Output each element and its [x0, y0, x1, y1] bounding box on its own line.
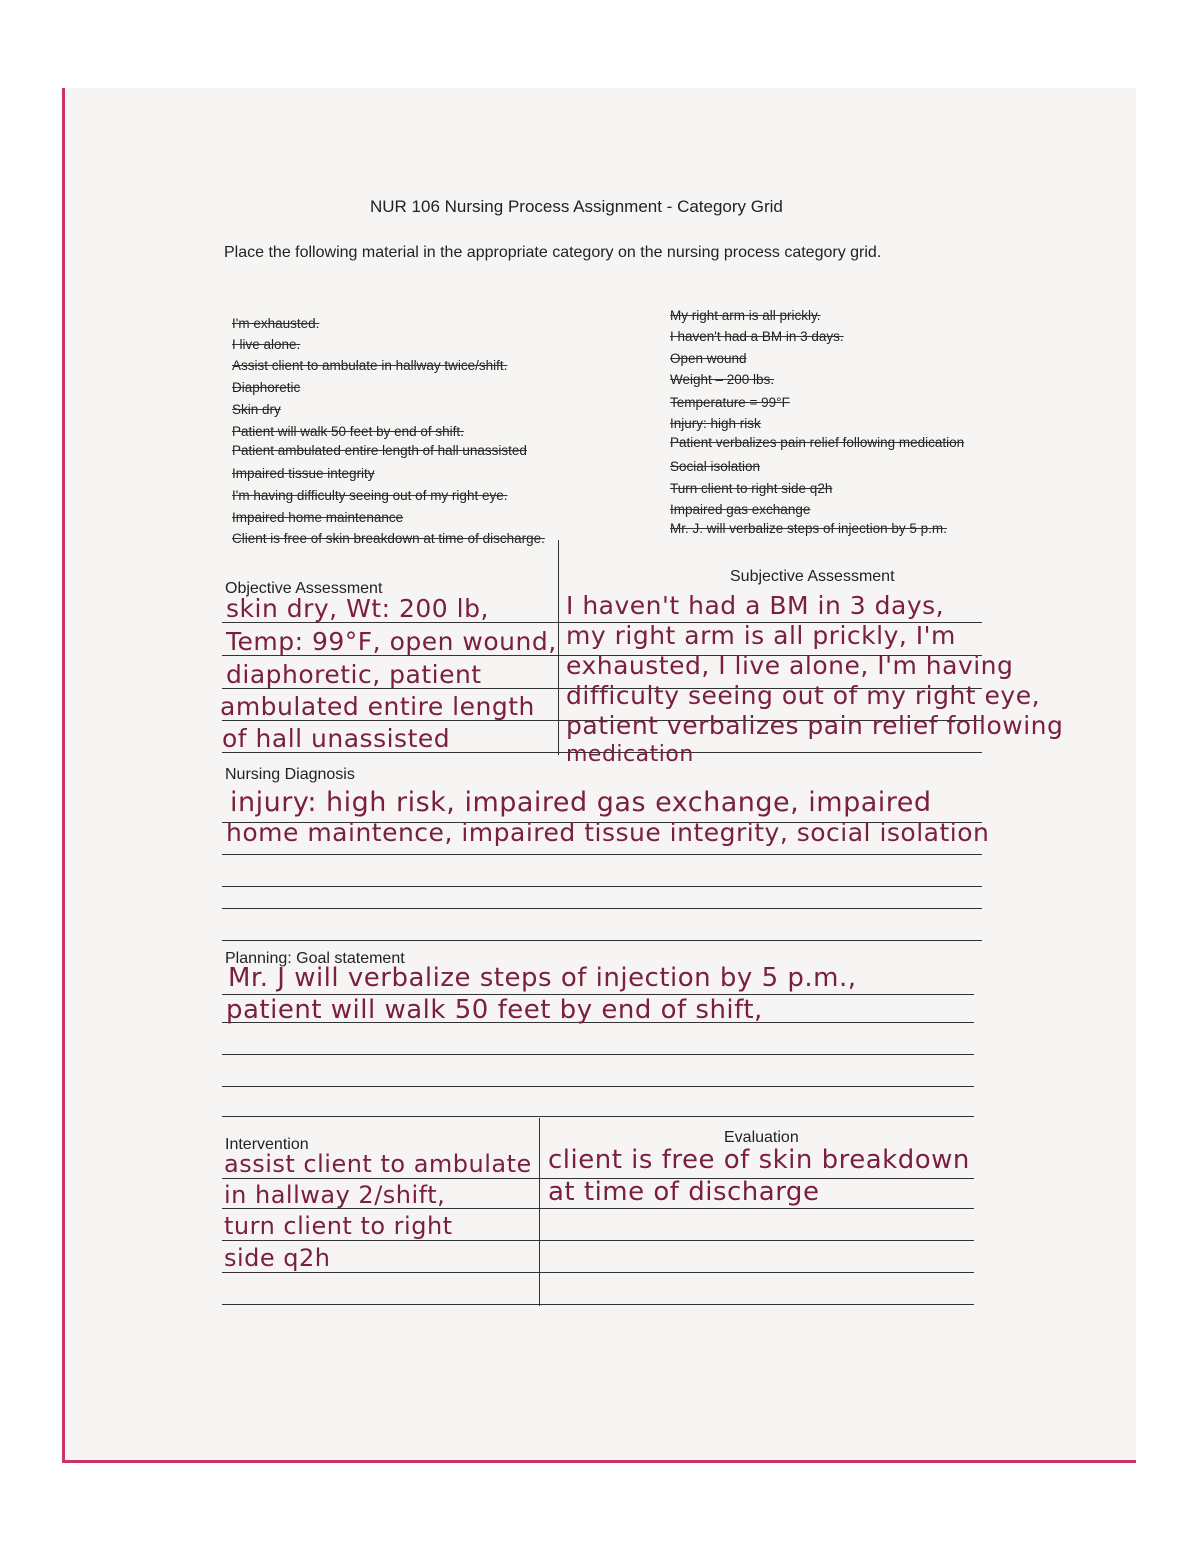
assessment-divider: [558, 540, 559, 755]
intervention-label: Intervention: [225, 1136, 309, 1153]
list-item: Patient will walk 50 feet by end of shift.: [232, 424, 464, 439]
list-item: I'm exhausted.: [232, 316, 320, 331]
writing-line: [222, 1304, 974, 1305]
planning-answer-line: Mr. J will verbalize steps of injection by 5 p.m.,: [228, 963, 857, 993]
list-item: Open wound: [670, 351, 747, 366]
list-item: Weight – 200 lbs.: [670, 372, 775, 387]
list-item: Skin dry: [232, 402, 281, 417]
list-item: Mr. J. will verbalize steps of injection by 5 p.m.: [670, 521, 947, 536]
writing-line: [222, 1116, 974, 1117]
list-item: Client is free of skin breakdown at time of discharge.: [232, 531, 545, 546]
objective-answer-line: skin dry, Wt: 200 lb,: [226, 594, 489, 623]
intervention-answer-line: assist client to ambulate: [224, 1150, 532, 1178]
instructions: Place the following material in the appropriate category on the nursing process category grid.: [224, 244, 882, 261]
objective-answer-line: Temp: 99°F, open wound,: [226, 627, 557, 656]
list-item: Impaired tissue integrity: [232, 466, 375, 481]
list-item: Patient verbalizes pain relief following medication: [670, 435, 965, 450]
list-item: Diaphoretic: [232, 380, 301, 395]
objective-answer-line: diaphoretic, patient: [226, 660, 482, 689]
list-item: Impaired home maintenance: [232, 510, 404, 525]
list-item: I haven't had a BM in 3 days.: [670, 329, 844, 344]
list-item: Temperature = 99°F: [670, 395, 790, 410]
subjective-answer-line: my right arm is all prickly, I'm: [566, 621, 956, 650]
subjective-label: Subjective Assessment: [730, 568, 895, 585]
list-item: Turn client to right side q2h: [670, 481, 833, 496]
diagnosis-label: Nursing Diagnosis: [225, 766, 355, 783]
planning-label: Planning: Goal statement: [225, 950, 405, 967]
writing-line: [222, 1054, 974, 1055]
list-item: Assist client to ambulate in hallway twice/shift.: [232, 358, 508, 373]
planning-answer-line: patient will walk 50 feet by end of shift,: [226, 995, 763, 1025]
writing-line: [222, 940, 982, 941]
writing-line: [222, 854, 982, 855]
writing-line: [222, 1240, 974, 1241]
objective-answer-line: of hall unassisted: [222, 724, 451, 753]
objective-label: Objective Assessment: [225, 580, 383, 597]
subjective-answer-line: patient verbalizes pain relief following: [566, 711, 1064, 740]
writing-line: [222, 908, 982, 909]
list-item: Social isolation: [670, 459, 761, 474]
evaluation-answer-line: at time of discharge: [548, 1177, 820, 1207]
list-item: I live alone.: [232, 337, 301, 352]
writing-line: [222, 1272, 974, 1273]
subjective-answer-line: I haven't had a BM in 3 days,: [566, 591, 945, 620]
list-item: My right arm is all prickly.: [670, 308, 821, 323]
diagnosis-answer-line: home maintence, impaired tissue integrity, social isolation: [226, 818, 990, 847]
subjective-answer-line: medication: [566, 742, 694, 767]
intervention-answer-line: side q2h: [224, 1244, 331, 1272]
page-title: NUR 106 Nursing Process Assignment - Category Grid: [370, 197, 783, 216]
subjective-answer-line: exhausted, I live alone, I'm having: [566, 651, 1014, 680]
evaluation-label: Evaluation: [724, 1129, 799, 1146]
list-item: Impaired gas exchange: [670, 502, 811, 517]
list-item: I'm having difficulty seeing out of my right eye.: [232, 488, 508, 503]
writing-line: [222, 1086, 974, 1087]
evaluation-answer-line: client is free of skin breakdown: [548, 1145, 970, 1175]
intervention-divider: [539, 1118, 540, 1306]
intervention-answer-line: in hallway 2/shift,: [224, 1181, 446, 1209]
list-item: Injury: high risk: [670, 416, 761, 431]
list-item: Patient ambulated entire length of hall unassisted: [232, 443, 527, 458]
intervention-answer-line: turn client to right: [224, 1212, 453, 1240]
writing-line: [222, 886, 982, 887]
diagnosis-answer-line: injury: high risk, impaired gas exchange, impaired: [230, 787, 932, 818]
objective-answer-line: ambulated entire length: [220, 692, 535, 721]
subjective-answer-line: difficulty seeing out of my right eye,: [566, 681, 1041, 710]
